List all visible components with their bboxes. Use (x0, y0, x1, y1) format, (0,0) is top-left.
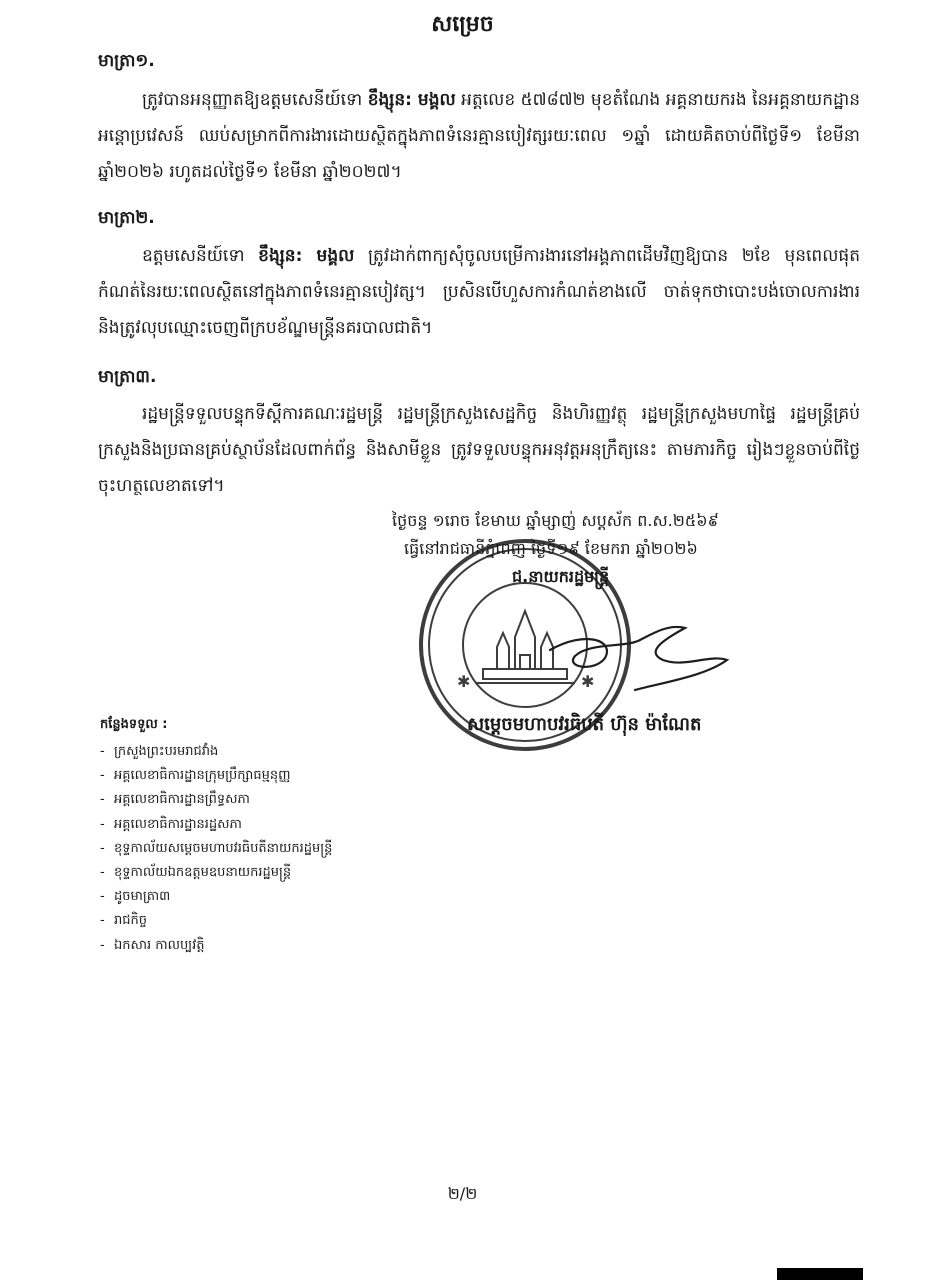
list-dash: - (100, 840, 105, 856)
article-1-heading: មាត្រា១. (98, 51, 155, 71)
list-dash: - (100, 864, 105, 880)
list-dash: - (100, 889, 105, 905)
article-1-body (98, 82, 860, 190)
recipient-label: រាជកិច្ច (114, 913, 148, 929)
article-1-text-before: ត្រូវបានអនុញ្ញាតឱ្យឧត្ដមសេនីយ៍ទោ (142, 90, 368, 110)
article-3-heading: មាត្រា៣. (98, 367, 157, 387)
svg-text:✱: ✱ (457, 672, 471, 691)
recipient-label: អគ្គលេខាធិការដ្ឋានព្រឹទ្ធសភា (114, 792, 250, 808)
recipient-item (100, 740, 332, 764)
recipient-label: ដូចមាត្រា៣ (114, 889, 171, 905)
recipient-item (100, 837, 332, 861)
recipient-item (100, 861, 332, 885)
list-dash: - (100, 768, 105, 784)
recipient-label: ខុទ្ទកាល័យឯកឧត្តមឧបនាយករដ្ឋមន្ត្រី (114, 864, 292, 880)
recipient-item (100, 909, 332, 933)
recipient-label: ឯកសារ កាលប្បវត្តិ (114, 937, 205, 953)
list-dash: - (100, 792, 105, 808)
article-2-text-before: ឧត្ដមសេនីយ៍ទោ (142, 246, 259, 266)
recipient-label: អគ្គលេខាធិការដ្ឋានរដ្ឋសភា (114, 816, 242, 832)
place-and-solar-date: ធ្វើនៅរាជធានីភ្នំពេញ ថ្ងៃទី១៩ ខែមករា ឆ្នាំ២០២៦ (404, 539, 698, 558)
article-2-body (98, 238, 860, 346)
list-dash: - (100, 816, 105, 832)
list-dash: - (100, 913, 105, 929)
recipient-label: អគ្គលេខាធិការដ្ឋានក្រុមប្រឹក្សាធម្មនុញ្ញ (114, 768, 291, 784)
article-1-person-name: ខឹង្សុន: មង្គល (367, 90, 456, 110)
article-3-text: រដ្ឋមន្ត្រីទទួលបន្ទុកទីស្តីការគណៈរដ្ឋមន្ត្រី រដ្ឋមន្ត្រីក្រសួងសេដ្ឋកិច្ច និងហិរញ្ញវត្ថុ រដ្ឋមន្ត្រីក្រសួងមហាផ្ទៃ រដ្ឋមន្ត្រីគ្រប់ក្រសួងនិងប្រធានគ្រប់ស្ថាប័នដែលពាក់ព័ន្ធ និងសាមីខ្លួន ត្រូវទទួលបន្ទុកអនុវត្តអនុក្រឹត្យនេះ តាមភារកិច្ច រៀងៗខ្លួនចាប់ពីថ្ងៃចុះហត្ថលេខាតទៅ។ (98, 404, 860, 496)
recipients-heading: កន្លែងទទួល : (100, 717, 168, 732)
recipient-item (100, 813, 332, 837)
list-dash: - (100, 744, 105, 759)
article-2-text-after: ត្រូវដាក់ពាក្យសុំចូលបម្រើការងារនៅអង្គភាពដើមវិញឱ្យបាន ២ខែ មុនពេលផុតកំណត់នៃរយៈពេលស្ថិតនៅក្នុងភាពទំនេរគ្មានបៀវត្ស។ ប្រសិនបើហួសការកំណត់ខាងលើ ចាត់ទុកថាបោះបង់ចោលការងារ និងត្រូវលុបឈ្មោះចេញពីក្របខ័ណ្ឌមន្ត្រីនគរបាលជាតិ។ (98, 246, 860, 338)
on-behalf-of: ជ.នាយករដ្ឋមន្ត្រី (512, 567, 610, 586)
recipient-item (100, 788, 332, 812)
decision-title: សម្រេច (431, 12, 494, 37)
recipient-item (100, 885, 332, 909)
signer-name: សម្តេចមហាបវរធិបតី ហ៊ុន ម៉ាណែត (467, 714, 702, 735)
list-dash: - (100, 937, 105, 953)
scan-edge-mark (777, 1268, 863, 1280)
article-2-person-name: ខឹង្សុន: មង្គល (258, 246, 355, 266)
article-1-text-after: អត្តលេខ ៥៧៨៧២ មុខតំណែង អគ្គនាយករង នៃអគ្គនាយកដ្ឋានអន្តោប្រវេសន៍ ឈប់សម្រាកពីការងារដោយស្ថិតក្នុងភាពទំនេរគ្មានបៀវត្សរយៈពេល ១ឆ្នាំ ដោយគិតចាប់ពីថ្ងៃទី១ ខែមីនា ឆ្នាំ២០២៦ រហូតដល់ថ្ងៃទី១ ខែមីនា ឆ្នាំ២០២៧។ (98, 90, 861, 182)
recipient-item (100, 764, 332, 788)
recipient-item (100, 934, 332, 958)
lunar-date: ថ្ងៃចន្ទ ១រោច ខែមាឃ ឆ្នាំម្សាញ់ សប្តស័ក ព.ស.២៥៦៩ (392, 511, 719, 530)
recipient-label: ខុទ្ទកាល័យសម្តេចមហាបវរធិបតីនាយករដ្ឋមន្ត្រី (114, 840, 333, 856)
article-2-heading: មាត្រា២. (98, 208, 155, 228)
page-number: ២/២ (447, 1184, 478, 1203)
recipients-list (100, 740, 332, 958)
article-3-body (98, 396, 860, 504)
recipient-label: ក្រសួងព្រះបរមរាជវាំង (114, 744, 219, 759)
handwritten-signature (545, 610, 735, 700)
svg-text:✱: ✱ (581, 672, 595, 691)
